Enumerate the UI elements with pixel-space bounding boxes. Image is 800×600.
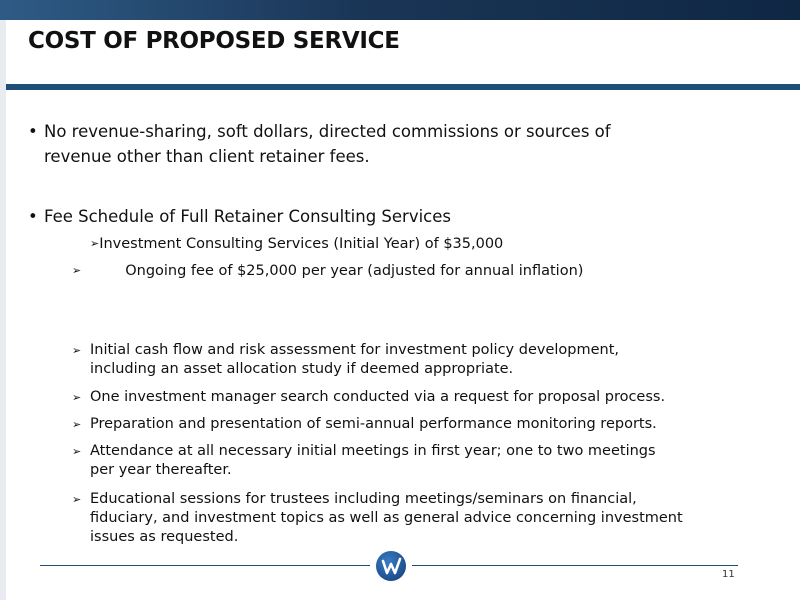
service-item-reports bbox=[72, 415, 750, 434]
arrow-icon: ➢ bbox=[72, 264, 82, 277]
service-line: fiduciary, and investment topics as well as general advice concerning investment bbox=[90, 510, 683, 526]
fee-item-ongoing-text: Ongoing fee of $25,000 per year (adjusted for annual inflation) bbox=[125, 263, 584, 279]
service-item-education bbox=[72, 490, 750, 547]
arrow-icon: ➢ bbox=[72, 418, 82, 431]
service-item-manager-search bbox=[72, 388, 750, 407]
fee-item-initial bbox=[90, 234, 503, 254]
bullet-fee-schedule bbox=[28, 204, 684, 229]
service-line: One investment manager search conducted via a request for proposal process. bbox=[90, 389, 666, 405]
fee-item-initial-text: Investment Consulting Services (Initial Year) of $35,000 bbox=[99, 236, 504, 252]
service-line: issues as requested. bbox=[90, 529, 239, 545]
bullet-revenue bbox=[28, 119, 684, 169]
arrow-icon: ➢ bbox=[72, 391, 82, 404]
bullet-fee-schedule-text: Fee Schedule of Full Retainer Consulting Services bbox=[44, 207, 452, 226]
service-line: including an asset allocation study if deemed appropriate. bbox=[90, 361, 514, 377]
arrow-icon: ➢ bbox=[72, 493, 82, 506]
service-line: Preparation and presentation of semi-annual performance monitoring reports. bbox=[90, 416, 657, 432]
slide-title: COST OF PROPOSED SERVICE bbox=[28, 28, 400, 54]
arrow-icon: ➢ bbox=[72, 344, 82, 357]
service-line: per year thereafter. bbox=[90, 462, 232, 478]
service-item-cash-flow bbox=[72, 341, 750, 379]
footer-line-left bbox=[40, 565, 370, 566]
service-line: Attendance at all necessary initial meetings in first year; one to two meetings bbox=[90, 443, 656, 459]
page-number: 11 bbox=[722, 569, 735, 580]
bullet-dot-icon: • bbox=[28, 207, 38, 226]
bullet-revenue-line1: No revenue-sharing, soft dollars, directed commissions or sources of bbox=[44, 122, 611, 141]
service-line: Initial cash flow and risk assessment for investment policy development, bbox=[90, 342, 620, 358]
footer-line-right bbox=[412, 565, 738, 566]
service-item-meetings bbox=[72, 442, 750, 480]
bullet-revenue-line2: revenue other than client retainer fees. bbox=[44, 147, 370, 166]
bullet-dot-icon: • bbox=[28, 122, 38, 141]
arrow-icon: ➢ bbox=[90, 237, 100, 250]
top-frame bbox=[0, 0, 800, 20]
service-line: Educational sessions for trustees including meetings/seminars on financial, bbox=[90, 491, 637, 507]
title-underline bbox=[6, 84, 800, 90]
company-logo-icon bbox=[376, 551, 406, 581]
fee-item-ongoing bbox=[72, 261, 583, 281]
arrow-icon: ➢ bbox=[72, 445, 82, 458]
